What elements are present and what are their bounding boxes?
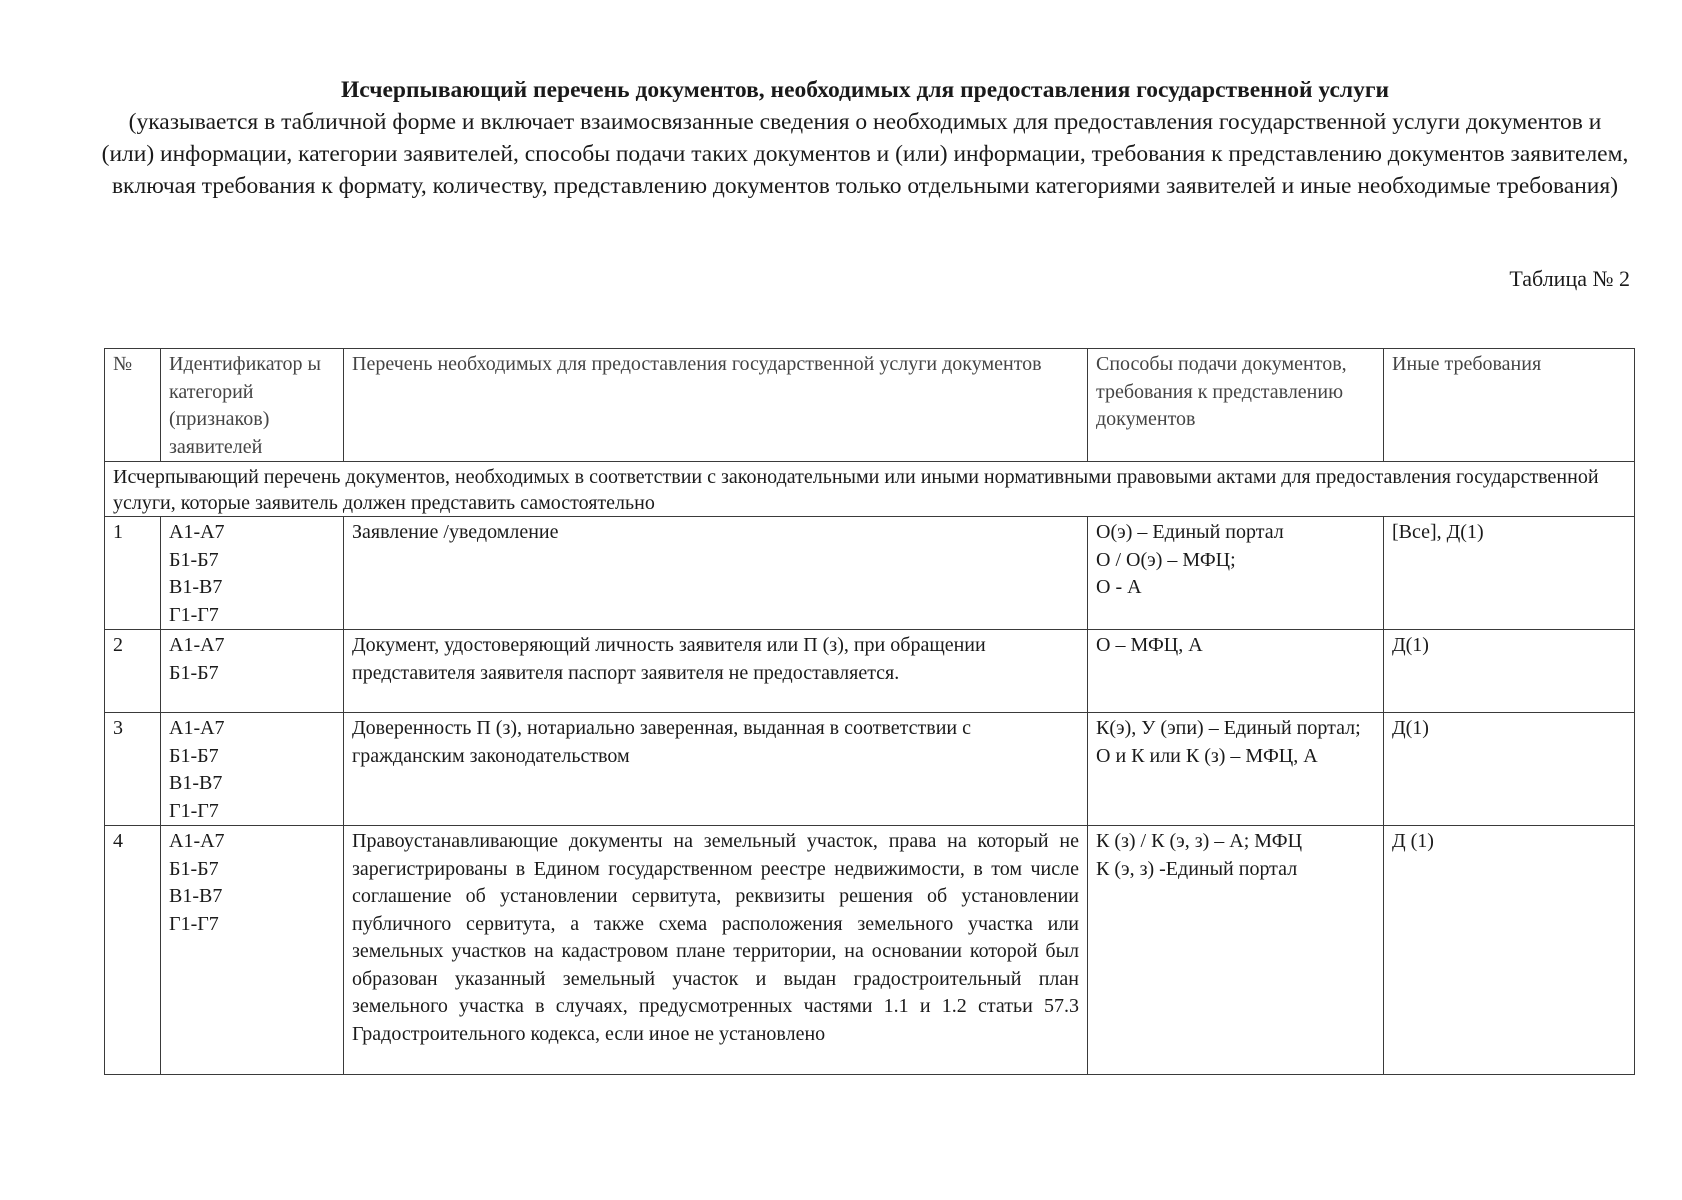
applicant-id: Б1-Б7 [169,661,219,684]
table-header-row [105,349,1635,462]
applicant-id: А1-А7 [169,634,225,656]
document-heading [100,74,1630,202]
row-other-requirements: Д(1) [1384,713,1635,826]
row-other-requirements: Д (1) [1384,826,1635,1075]
row-number: 2 [105,630,161,713]
submission-way: К(э), У (эпи) – Единый портал; [1096,717,1361,739]
applicant-id: Б1-Б7 [169,744,219,767]
applicant-id: В1-В7 [169,772,223,794]
row-submission-ways [1088,630,1384,713]
applicant-id: Г1-Г7 [169,603,219,626]
table-row [105,826,1635,1075]
header-applicant-ids: Идентификатор ы категорий (признаков) заявителей [161,349,344,462]
submission-way: О и К или К (з) – МФЦ, А [1096,744,1318,767]
row-document: Заявление /уведомление [344,517,1088,630]
row-document: Доверенность П (з), нотариально заверенная, выданная в соответствии с гражданским законодательством [344,713,1088,826]
table-row [105,630,1635,713]
submission-way: О - А [1096,576,1142,598]
row-submission-ways [1088,826,1384,1075]
header-number: № [105,349,161,462]
row-submission-ways [1088,713,1384,826]
table-number-label: Таблица № 2 [1509,266,1630,291]
submission-way: О(э) – Единый портал [1096,521,1284,543]
header-document-list: Перечень необходимых для предоставления государственной услуги документов [344,349,1088,462]
applicant-id: Б1-Б7 [169,857,219,880]
row-applicant-ids [161,517,344,630]
submission-way: О / О(э) – МФЦ; [1096,548,1236,571]
document-title: Исчерпывающий перечень документов, необходимых для предоставления государственной услуги [340,77,1390,103]
submission-way: К (э, з) -Единый портал [1096,857,1298,880]
section-row [105,462,1635,517]
row-submission-ways [1088,517,1384,630]
applicant-id: Г1-Г7 [169,799,219,822]
row-other-requirements: Д(1) [1384,630,1635,713]
row-document: Правоустанавливающие документы на земельный участок, права на который не зарегистрированы в Едином государственном реестре недвижимости, в том числе соглашение об установлении сервитута, реквизиты решения об установлении публичного сервитута, а также схема расположения земельного участка или земельных участков на кадастровом плане территории, на основании которой был образован указанный земельный участок и выдан градостроительный план земельного участка в случаях, предусмотренных частями 1.1 и 1.2 статьи 57.3 Градостроительного кодекса, если иное не установлено [352,830,1079,1045]
table-row [105,713,1635,826]
applicant-id: А1-А7 [169,830,225,852]
header-other-requirements: Иные требования [1384,349,1635,462]
row-document: Документ, удостоверяющий личность заявителя или П (з), при обращении представителя заявителя паспорт заявителя не предоставляется. [344,630,1088,713]
row-other-requirements: [Все], Д(1) [1384,517,1635,630]
table-row [105,517,1635,630]
row-number: 1 [105,517,161,630]
row-number: 4 [105,826,161,1075]
applicant-id: Г1-Г7 [169,912,219,935]
row-number: 3 [105,713,161,826]
header-submission-ways: Способы подачи документов, требования к представлению документов [1088,349,1384,462]
row-applicant-ids [161,713,344,826]
section-title: Исчерпывающий перечень документов, необходимых в соответствии с законодательными или иными нормативными правовыми актами для предоставления государственной услуги, которые заявитель должен представить самостоятельно [105,462,1635,517]
applicant-id: А1-А7 [169,717,225,739]
applicant-id: В1-В7 [169,885,223,907]
row-document-cell [344,826,1088,1075]
applicant-id: В1-В7 [169,576,223,598]
documents-table [104,348,1635,1075]
document-subtitle: (указывается в табличной форме и включает взаимосвязанные сведения о необходимых для предоставления государственной услуги документов и (или) информации, категории заявителей, способы подачи таких документов и (или) информации, требования к представлению документов заявителем, включая требования к формату, количеству, представлению документов только отдельными категориями заявителей и иные необходимые требования) [101,109,1629,199]
row-applicant-ids [161,630,344,713]
applicant-id: Б1-Б7 [169,548,219,571]
submission-way: О – МФЦ, А [1096,634,1203,656]
row-applicant-ids [161,826,344,1075]
applicant-id: А1-А7 [169,521,225,543]
submission-way: К (з) / К (э, з) – А; МФЦ [1096,830,1303,852]
